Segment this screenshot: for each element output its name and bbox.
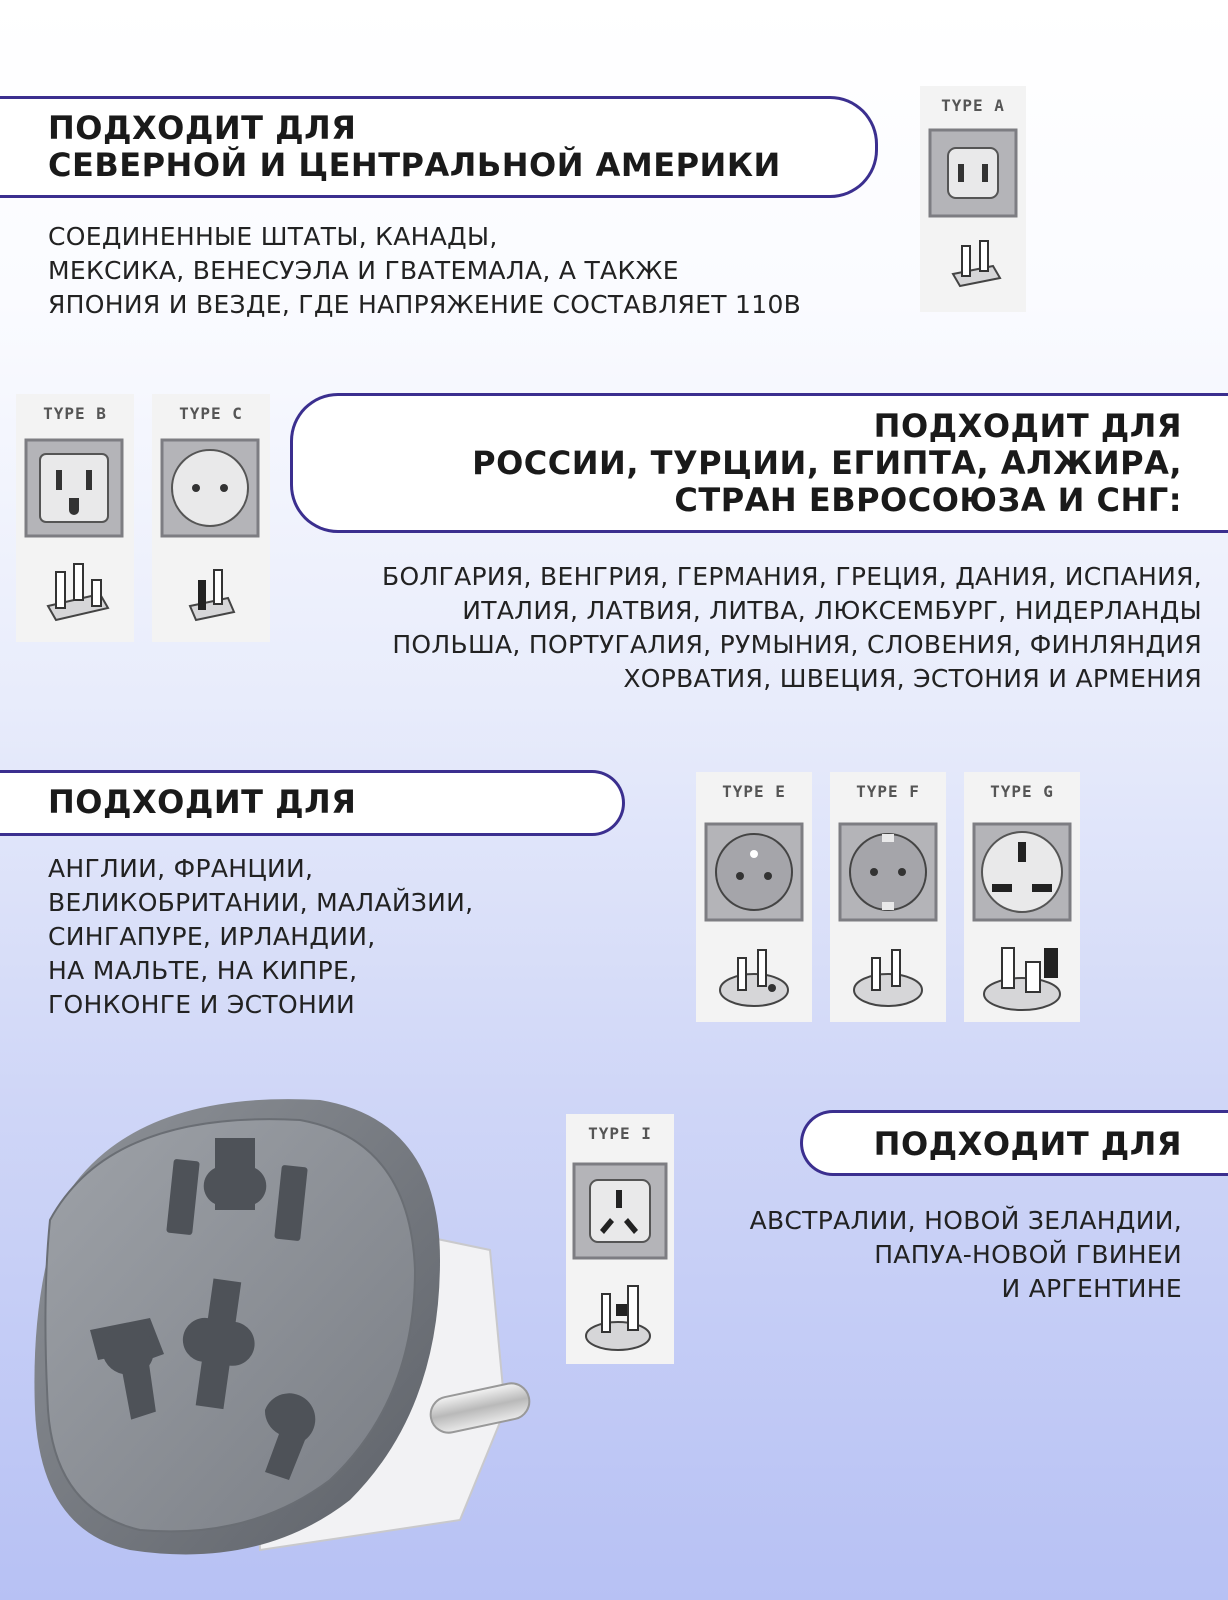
australia-heading	[874, 1126, 1182, 1163]
australia-body-line1: АВСТРАЛИИ, НОВОЙ ЗЕЛАНДИИ,	[749, 1206, 1182, 1235]
europe-body	[382, 560, 1202, 696]
europe-body-line2: ИТАЛИЯ, ЛАТВИЯ, ЛИТВА, ЛЮКСЕМБУРГ, НИДЕРЛАНДЫ	[462, 596, 1202, 625]
plug-card-type-f	[830, 772, 946, 1022]
america-body-line3: ЯПОНИЯ И ВЕЗДЕ, ГДЕ НАПРЯЖЕНИЕ СОСТАВЛЯЕТ 110В	[48, 290, 802, 319]
type-a-label: TYPE A	[941, 96, 1005, 115]
europe-body-line3: ПОЛЬША, ПОРТУГАЛИЯ, РУМЫНИЯ, СЛОВЕНИЯ, ФИНЛЯНДИЯ	[392, 630, 1202, 659]
australia-body-line2: ПАПУА-НОВОЙ ГВИНЕИ	[874, 1240, 1182, 1269]
america-heading-line2: СЕВЕРНОЙ И ЦЕНТРАЛЬНОЙ АМЕРИКИ	[48, 146, 781, 184]
plug-card-type-c	[152, 394, 270, 642]
america-body-line1: СОЕДИНЕННЫЕ ШТАТЫ, КАНАДЫ,	[48, 222, 498, 251]
type-g-label: TYPE G	[990, 782, 1054, 801]
uk-body	[48, 852, 473, 1022]
uk-heading	[48, 784, 356, 821]
europe-body-line1: БОЛГАРИЯ, ВЕНГРИЯ, ГЕРМАНИЯ, ГРЕЦИЯ, ДАНИЯ, ИСПАНИЯ,	[382, 562, 1202, 591]
type-f-label: TYPE F	[856, 782, 920, 801]
plug-card-type-b	[16, 394, 134, 642]
uk-body-line2: ВЕЛИКОБРИТАНИИ, МАЛАЙЗИИ,	[48, 888, 474, 917]
type-f-socket-icon	[830, 772, 946, 1022]
plug-card-type-e	[696, 772, 812, 1022]
universal-adapter-image	[20, 1080, 540, 1580]
type-c-socket-icon	[152, 394, 270, 642]
america-body	[48, 220, 801, 322]
type-i-label: TYPE I	[588, 1124, 652, 1143]
europe-heading-line2: РОССИИ, ТУРЦИИ, ЕГИПТА, АЛЖИРА,	[472, 444, 1182, 482]
type-b-socket-icon	[16, 394, 134, 642]
type-a-socket-icon	[920, 86, 1026, 312]
australia-heading-line1: ПОДХОДИТ ДЛЯ	[873, 1125, 1182, 1163]
type-g-socket-icon	[964, 772, 1080, 1022]
plug-card-type-g	[964, 772, 1080, 1022]
uk-body-line3: СИНГАПУРЕ, ИРЛАНДИИ,	[48, 922, 376, 951]
type-b-label: TYPE B	[43, 404, 107, 423]
uk-body-line4: НА МАЛЬТЕ, НА КИПРЕ,	[48, 956, 358, 985]
europe-body-line4: ХОРВАТИЯ, ШВЕЦИЯ, ЭСТОНИЯ И АРМЕНИЯ	[623, 664, 1202, 693]
australia-body-line3: И АРГЕНТИНЕ	[1001, 1274, 1182, 1303]
uk-body-line1: АНГЛИИ, ФРАНЦИИ,	[48, 854, 314, 883]
europe-heading-line1: ПОДХОДИТ ДЛЯ	[873, 407, 1182, 445]
plug-card-type-a	[920, 86, 1026, 312]
type-e-socket-icon	[696, 772, 812, 1022]
america-body-line2: МЕКСИКА, ВЕНЕСУЭЛА И ГВАТЕМАЛА, А ТАКЖЕ	[48, 256, 679, 285]
uk-heading-line1: ПОДХОДИТ ДЛЯ	[48, 783, 357, 821]
type-e-label: TYPE E	[722, 782, 786, 801]
uk-body-line5: ГОНКОНГЕ И ЭСТОНИИ	[48, 990, 356, 1019]
australia-body	[750, 1204, 1182, 1306]
america-heading-line1: ПОДХОДИТ ДЛЯ	[48, 109, 357, 147]
type-c-label: TYPE C	[179, 404, 243, 423]
america-heading	[48, 110, 781, 184]
europe-heading	[472, 408, 1182, 519]
type-i-socket-icon	[566, 1114, 674, 1364]
europe-heading-line3: СТРАН ЕВРОСОЮЗА И СНГ:	[674, 481, 1182, 519]
plug-card-type-i	[566, 1114, 674, 1364]
